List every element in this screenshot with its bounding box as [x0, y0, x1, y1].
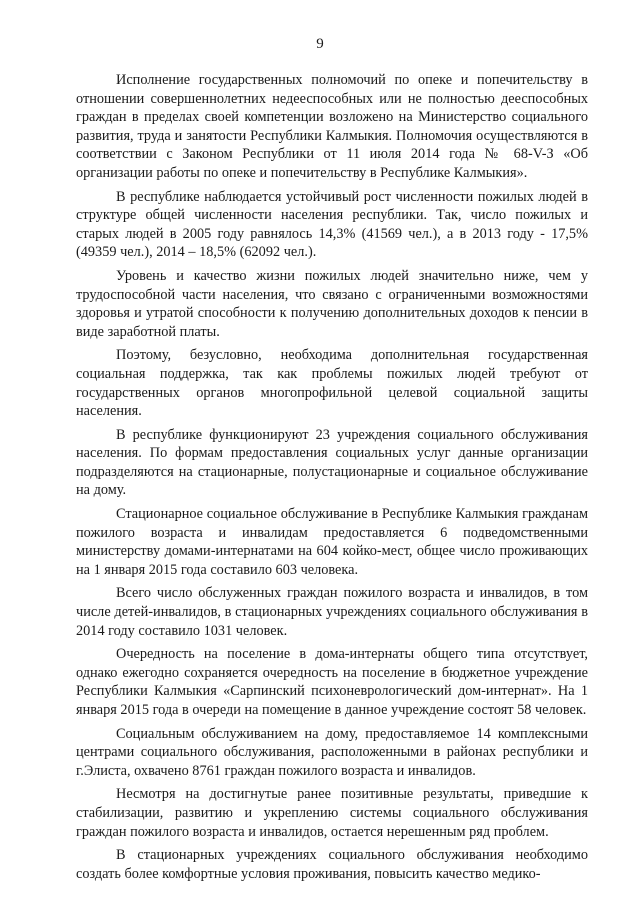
paragraph: Уровень и качество жизни пожилых людей значительно ниже, чем у трудоспособной части населения, что связано с ограниченными возможностями здоровья и утратой способности к получению дополнительных доходов к пенсии в виде заработной платы.	[76, 267, 588, 340]
paragraph: Поэтому, безусловно, необходима дополнительная государственная социальная поддержка, так как проблемы пожилых людей требуют от государственных органов многопрофильной целевой социальной защиты населения.	[76, 347, 588, 420]
paragraph: В стационарных учреждениях социального обслуживания необходимо создать более комфортные условия проживания, повысить качество медико-	[76, 847, 588, 882]
paragraph: В республике наблюдается устойчивый рост численности пожилых людей в структуре общей численности населения республики. Так, число пожилых и старых людей в 2005 году равнялось 14,3% (41569 чел.), а в 2013 году - 17,5% (49359 чел.), 2014 – 18,5% (62092 чел.).	[76, 188, 588, 261]
document-body	[76, 71, 588, 888]
paragraph: Социальным обслуживанием на дому, предоставляемое 14 комплексными центрами социального обслуживания, расположенными в районах республики и г.Элиста, охвачено 8761 граждан пожилого возраста и инвалидов.	[76, 725, 588, 779]
paragraph: В республике функционируют 23 учреждения социального обслуживания населения. По формам предоставления социальных услуг данные организации подразделяются на стационарные, полустационарные и социальное обслуживание на дому.	[76, 426, 588, 499]
paragraph: Всего число обслуженных граждан пожилого возраста и инвалидов, в том числе детей-инвалидов, в стационарных учреждениях социального обслуживания в 2014 году составило 1031 человек.	[76, 585, 588, 639]
paragraph: Исполнение государственных полномочий по опеке и попечительству в отношении совершеннолетних недееспособных или не полностью дееспособных граждан в пределах своей компетенции возложено на Министерство социального развития, труда и занятости Республики Калмыкия. Полномочия осуществляются в соответствии с Законом Республики от 11 июля 2014 года № 68-V-З «Об организации работы по опеке и попечительству в Республике Калмыкия».	[76, 72, 588, 181]
paragraph: Стационарное социальное обслуживание в Республике Калмыкия гражданам пожилого возраста и инвалидам предоставляется 6 подведомственными министерству домами-интернатами на 604 койко-мест, общее число проживающих на 1 января 2015 года составило 603 человека.	[76, 506, 588, 578]
paragraph: Очередность на поселение в дома-интернаты общего типа отсутствует, однако ежегодно сохраняется очередность на поселение в бюджетное учреждение Республики Калмыкия «Сарпинский психоневрологический дом-интернат». На 1 января 2015 года в очереди на помещение в данное учреждение состоят 58 человек.	[76, 646, 588, 718]
paragraph: Несмотря на достигнутые ранее позитивные результаты, приведшие к стабилизации, развитию и укреплению системы социального обслуживания граждан пожилого возраста и инвалидов, остается нерешенным ряд проблем.	[76, 786, 588, 840]
page-number: 9	[316, 36, 324, 52]
